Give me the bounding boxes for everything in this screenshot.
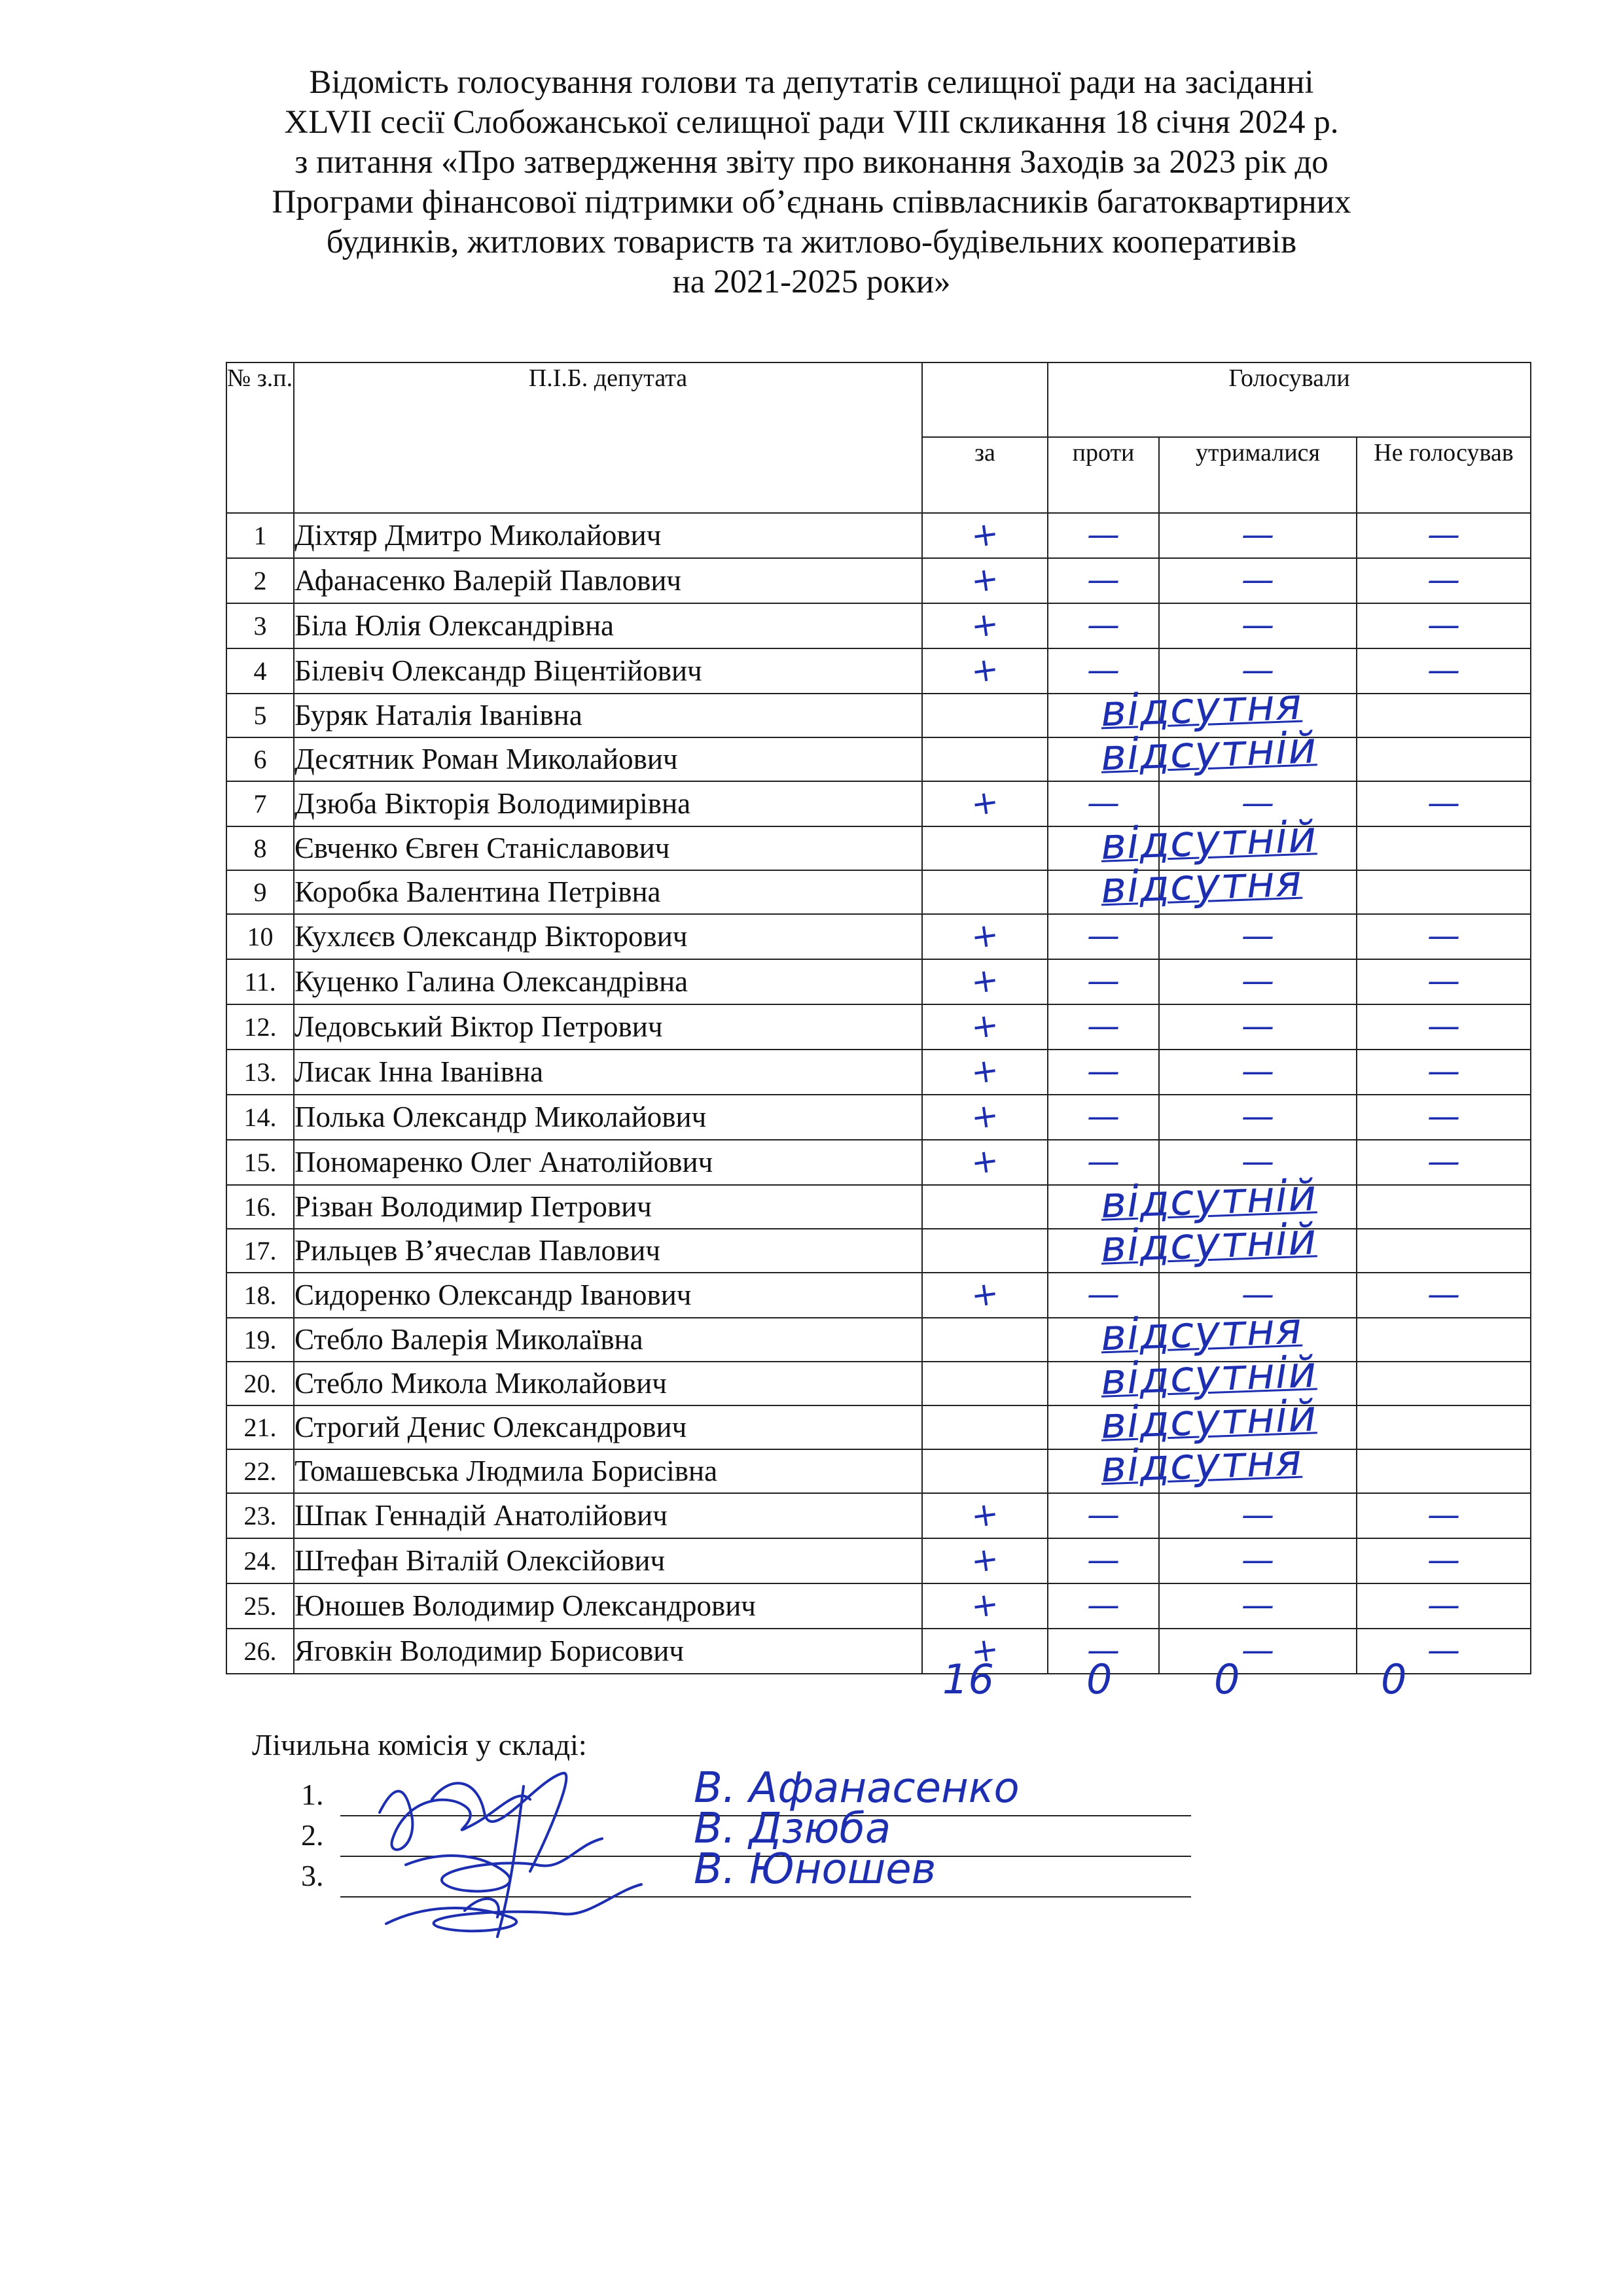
absent-note: відсутня xyxy=(1099,1303,1303,1361)
row-number: 23. xyxy=(226,1493,294,1538)
table-row xyxy=(226,513,1531,558)
plus-mark: + xyxy=(969,1539,1001,1581)
table-row xyxy=(226,1449,1531,1493)
vote-not-voted-cell xyxy=(1357,1050,1531,1095)
table-row xyxy=(226,1050,1531,1095)
row-number: 2 xyxy=(226,558,294,603)
vote-abstained-cell xyxy=(1159,870,1357,914)
row-number: 1 xyxy=(226,513,294,558)
vote-for-cell xyxy=(922,826,1048,870)
table-row xyxy=(226,914,1531,959)
vote-not-voted-cell xyxy=(1357,1229,1531,1273)
dash-mark: — xyxy=(1427,1631,1461,1669)
dash-mark: — xyxy=(1087,1541,1120,1579)
vote-for-cell xyxy=(922,737,1048,781)
vote-for-cell xyxy=(922,1318,1048,1362)
dash-mark: — xyxy=(1241,1052,1274,1090)
total-abstained: 0 xyxy=(1214,1655,1240,1703)
dash-mark: — xyxy=(1087,1496,1120,1534)
deputy-name: Рильцев В’ячеслав Павлович xyxy=(294,1229,922,1273)
table-row xyxy=(226,694,1531,737)
vote-for-cell xyxy=(922,558,1048,603)
dash-mark: — xyxy=(1241,606,1274,644)
absent-note: відсутня xyxy=(1099,855,1303,913)
table-row xyxy=(226,1140,1531,1185)
absent-note: відсутній xyxy=(1099,811,1318,870)
dash-mark: — xyxy=(1427,1541,1461,1579)
vote-against-cell xyxy=(1048,1214,1318,1273)
vote-not-voted-cell xyxy=(1357,737,1531,781)
deputy-name: Лисак Інна Іванівна xyxy=(294,1050,922,1095)
vote-for-cell xyxy=(922,1140,1048,1185)
deputy-name: Дзюба Вікторія Володимирівна xyxy=(294,781,922,826)
dash-mark: — xyxy=(1241,1007,1274,1045)
plus-mark: + xyxy=(969,1629,1001,1671)
title-line: XLVII сесії Слобожанської селищної ради VIII скликання 18 січня 2024 р. xyxy=(284,104,1339,141)
total-not-voted: 0 xyxy=(1381,1655,1407,1703)
vote-not-voted-cell xyxy=(1357,1405,1531,1449)
row-number: 20. xyxy=(226,1362,294,1405)
plus-mark: + xyxy=(969,559,1001,601)
vote-against-cell xyxy=(1048,603,1159,648)
deputy-name: Стебло Микола Миколайович xyxy=(294,1362,922,1405)
vote-for-cell xyxy=(922,1405,1048,1449)
dash-mark: — xyxy=(1241,1097,1274,1135)
vote-for-cell xyxy=(922,914,1048,959)
header-for: за xyxy=(922,437,1048,513)
dash-mark: — xyxy=(1241,1631,1274,1669)
dash-mark: — xyxy=(1087,651,1120,689)
absent-note: відсутній xyxy=(1099,1390,1318,1449)
deputy-name: Куценко Галина Олександрівна xyxy=(294,959,922,1004)
member-name: В. Афанасенко xyxy=(694,1764,1020,1812)
deputy-name: Сидоренко Олександр Іванович xyxy=(294,1273,922,1318)
title-line: на 2021-2025 роки» xyxy=(672,264,951,300)
table-row xyxy=(226,781,1531,826)
vote-abstained-cell xyxy=(1159,1050,1357,1095)
vote-not-voted-cell xyxy=(1357,558,1531,603)
vote-against-cell xyxy=(1048,1583,1159,1629)
row-number: 26. xyxy=(226,1629,294,1674)
row-number: 7 xyxy=(226,781,294,826)
vote-for-cell xyxy=(922,1004,1048,1050)
vote-abstained-cell xyxy=(1159,914,1357,959)
row-number: 18. xyxy=(226,1273,294,1318)
vote-for-cell xyxy=(922,1538,1048,1583)
table-row xyxy=(226,1405,1531,1449)
vote-abstained-cell xyxy=(1159,1493,1357,1538)
vote-against-cell xyxy=(1048,513,1159,558)
vote-against-cell xyxy=(1048,558,1159,603)
vote-for-cell xyxy=(922,1362,1048,1405)
absent-note: відсутня xyxy=(1099,679,1303,737)
vote-not-voted-cell xyxy=(1357,1273,1531,1318)
dash-mark: — xyxy=(1087,1275,1120,1313)
row-number: 19. xyxy=(226,1318,294,1362)
vote-against-cell xyxy=(1048,722,1318,781)
dash-mark: — xyxy=(1087,1097,1120,1135)
table-row xyxy=(226,826,1531,870)
dash-mark: — xyxy=(1087,516,1120,554)
vote-abstained-cell xyxy=(1159,558,1357,603)
dash-mark: — xyxy=(1427,1007,1461,1045)
dash-mark: — xyxy=(1241,516,1274,554)
document-title xyxy=(0,63,1623,302)
header-voted: Голосували xyxy=(1048,362,1531,437)
row-number: 16. xyxy=(226,1185,294,1229)
plus-mark: + xyxy=(969,1005,1001,1047)
dash-mark: — xyxy=(1087,784,1120,822)
vote-abstained-cell xyxy=(1159,737,1357,781)
dash-mark: — xyxy=(1087,917,1120,955)
table-body xyxy=(226,513,1531,1674)
row-number: 21. xyxy=(226,1405,294,1449)
vote-totals xyxy=(0,1655,1623,1708)
row-number: 5 xyxy=(226,694,294,737)
row-number: 14. xyxy=(226,1095,294,1140)
vote-against-cell xyxy=(1048,1004,1159,1050)
vote-abstained-cell xyxy=(1159,1095,1357,1140)
row-number: 12. xyxy=(226,1004,294,1050)
deputy-name: Шпак Геннадій Анатолійович xyxy=(294,1493,922,1538)
plus-mark: + xyxy=(969,915,1001,957)
vote-not-voted-cell xyxy=(1357,1318,1531,1362)
row-number: 22. xyxy=(226,1449,294,1493)
title-line: Відомість голосування голови та депутатів селищної ради на засіданні xyxy=(309,64,1314,101)
table-row xyxy=(226,1583,1531,1629)
plus-mark: + xyxy=(969,649,1001,691)
table-row xyxy=(226,1095,1531,1140)
header-deputy-name: П.І.Б. депутата xyxy=(294,362,922,513)
vote-against-cell xyxy=(1048,1493,1159,1538)
deputy-name: Строгий Денис Олександрович xyxy=(294,1405,922,1449)
table-row xyxy=(226,959,1531,1004)
dash-mark: — xyxy=(1087,962,1120,1000)
vote-for-cell xyxy=(922,603,1048,648)
title-line: Програми фінансової підтримки об’єднань співвласників багатоквартирних xyxy=(272,184,1351,221)
deputy-name: Юношев Володимир Олександрович xyxy=(294,1583,922,1629)
deputy-name: Діхтяр Дмитро Миколайович xyxy=(294,513,922,558)
dash-mark: — xyxy=(1427,1275,1461,1313)
row-number: 24. xyxy=(226,1538,294,1583)
total-against: 0 xyxy=(1086,1655,1113,1703)
vote-for-cell xyxy=(922,870,1048,914)
deputy-name: Коробка Валентина Петрівна xyxy=(294,870,922,914)
deputy-name: Штефан Віталій Олексійович xyxy=(294,1538,922,1583)
vote-for-cell xyxy=(922,694,1048,737)
plus-mark: + xyxy=(969,1095,1001,1137)
plus-mark: + xyxy=(969,604,1001,646)
row-number: 13. xyxy=(226,1050,294,1095)
vote-for-cell xyxy=(922,513,1048,558)
vote-for-cell xyxy=(922,1229,1048,1273)
vote-not-voted-cell xyxy=(1357,648,1531,694)
dash-mark: — xyxy=(1241,1142,1274,1180)
deputy-name: Різван Володимир Петрович xyxy=(294,1185,922,1229)
vote-not-voted-cell xyxy=(1357,1583,1531,1629)
vote-not-voted-cell xyxy=(1357,1095,1531,1140)
vote-not-voted-cell xyxy=(1357,826,1531,870)
dash-mark: — xyxy=(1241,1496,1274,1534)
vote-against-cell xyxy=(1048,1538,1159,1583)
header-blank xyxy=(922,362,1048,437)
vote-for-cell xyxy=(922,1493,1048,1538)
handwritten-signatures xyxy=(366,1760,733,1956)
member-name: В. Дзюба xyxy=(694,1805,891,1853)
row-number: 10 xyxy=(226,914,294,959)
vote-against-cell xyxy=(1048,1050,1159,1095)
vote-not-voted-cell xyxy=(1357,1362,1531,1405)
member-number: 3. xyxy=(301,1859,324,1892)
dash-mark: — xyxy=(1427,1052,1461,1090)
dash-mark: — xyxy=(1427,561,1461,599)
absent-note: відсутній xyxy=(1099,1170,1318,1228)
dash-mark: — xyxy=(1427,917,1461,955)
header-against: проти xyxy=(1048,437,1159,513)
table-row xyxy=(226,1185,1531,1229)
vote-abstained-cell xyxy=(1159,1449,1357,1493)
table-row xyxy=(226,1318,1531,1362)
plus-mark: + xyxy=(969,782,1001,824)
table-row xyxy=(226,558,1531,603)
vote-abstained-cell xyxy=(1159,1538,1357,1583)
vote-for-cell xyxy=(922,1185,1048,1229)
voting-table xyxy=(226,362,1531,1674)
member-name: В. Юношев xyxy=(694,1845,936,1894)
dash-mark: — xyxy=(1427,516,1461,554)
vote-not-voted-cell xyxy=(1357,694,1531,737)
row-number: 15. xyxy=(226,1140,294,1185)
dash-mark: — xyxy=(1427,1496,1461,1534)
table-row xyxy=(226,1362,1531,1405)
row-number: 17. xyxy=(226,1229,294,1273)
vote-not-voted-cell xyxy=(1357,1140,1531,1185)
dash-mark: — xyxy=(1427,1142,1461,1180)
deputy-name: Десятник Роман Миколайович xyxy=(294,737,922,781)
vote-not-voted-cell xyxy=(1357,914,1531,959)
plus-mark: + xyxy=(969,1140,1001,1182)
header-not-voted: Не голосував xyxy=(1357,437,1531,513)
deputy-name: Стебло Валерія Миколаївна xyxy=(294,1318,922,1362)
commission-label: Лічильна комісія у складі: xyxy=(252,1728,587,1761)
dash-mark: — xyxy=(1241,561,1274,599)
absent-note: відсутній xyxy=(1099,1347,1318,1405)
dash-mark: — xyxy=(1427,784,1461,822)
vote-against-cell xyxy=(1048,1095,1159,1140)
dash-mark: — xyxy=(1427,651,1461,689)
deputy-name: Кухлєєв Олександр Вікторович xyxy=(294,914,922,959)
vote-abstained-cell xyxy=(1159,1229,1357,1273)
vote-for-cell xyxy=(922,1273,1048,1318)
vote-against-cell xyxy=(1048,959,1159,1004)
deputy-name: Яговкін Володимир Борисович xyxy=(294,1629,922,1674)
vote-abstained-cell xyxy=(1159,513,1357,558)
dash-mark: — xyxy=(1427,1586,1461,1624)
deputy-name: Ледовський Віктор Петрович xyxy=(294,1004,922,1050)
vote-not-voted-cell xyxy=(1357,1538,1531,1583)
row-number: 11. xyxy=(226,959,294,1004)
plus-mark: + xyxy=(969,1273,1001,1315)
vote-not-voted-cell xyxy=(1357,959,1531,1004)
deputy-name: Євченко Євген Станіславович xyxy=(294,826,922,870)
dash-mark: — xyxy=(1087,606,1120,644)
dash-mark: — xyxy=(1087,561,1120,599)
member-number: 2. xyxy=(301,1818,324,1852)
dash-mark: — xyxy=(1427,606,1461,644)
dash-mark: — xyxy=(1241,651,1274,689)
table-row xyxy=(226,1273,1531,1318)
plus-mark: + xyxy=(969,1584,1001,1626)
table-row xyxy=(226,1538,1531,1583)
dash-mark: — xyxy=(1427,1097,1461,1135)
dash-mark: — xyxy=(1427,962,1461,1000)
deputy-name: Афанасенко Валерій Павлович xyxy=(294,558,922,603)
row-number: 6 xyxy=(226,737,294,781)
deputy-name: Біла Юлія Олександрівна xyxy=(294,603,922,648)
dash-mark: — xyxy=(1241,1586,1274,1624)
deputy-name: Буряк Наталія Іванівна xyxy=(294,694,922,737)
vote-against-cell xyxy=(1048,914,1159,959)
row-number: 8 xyxy=(226,826,294,870)
member-number: 1. xyxy=(301,1778,324,1811)
dash-mark: — xyxy=(1241,917,1274,955)
vote-not-voted-cell xyxy=(1357,1493,1531,1538)
vote-not-voted-cell xyxy=(1357,1185,1531,1229)
header-number: № з.п. xyxy=(226,362,294,513)
vote-not-voted-cell xyxy=(1357,513,1531,558)
plus-mark: + xyxy=(969,1050,1001,1092)
dash-mark: — xyxy=(1241,784,1274,822)
header-abstained: утрималися xyxy=(1159,437,1357,513)
vote-abstained-cell xyxy=(1159,1583,1357,1629)
vote-abstained-cell xyxy=(1159,603,1357,648)
deputy-name: Томашевська Людмила Борисівна xyxy=(294,1449,922,1493)
vote-not-voted-cell xyxy=(1357,870,1531,914)
table-row xyxy=(226,870,1531,914)
table-row xyxy=(226,1004,1531,1050)
vote-for-cell xyxy=(922,1449,1048,1493)
vote-abstained-cell xyxy=(1159,1004,1357,1050)
dash-mark: — xyxy=(1087,1631,1120,1669)
vote-for-cell xyxy=(922,781,1048,826)
dash-mark: — xyxy=(1241,1541,1274,1579)
vote-not-voted-cell xyxy=(1357,781,1531,826)
total-for: 16 xyxy=(942,1655,994,1703)
vote-not-voted-cell xyxy=(1357,1004,1531,1050)
row-number: 3 xyxy=(226,603,294,648)
table-row xyxy=(226,603,1531,648)
vote-for-cell xyxy=(922,1583,1048,1629)
title-line: будинків, житлових товариств та житлово-будівельних кооперативів xyxy=(326,224,1297,260)
table-row xyxy=(226,1229,1531,1273)
vote-for-cell xyxy=(922,648,1048,694)
absent-note: відсутній xyxy=(1099,722,1318,781)
deputy-name: Полька Олександр Миколайович xyxy=(294,1095,922,1140)
vote-against-cell xyxy=(1048,1434,1303,1493)
vote-for-cell xyxy=(922,959,1048,1004)
plus-mark: + xyxy=(969,960,1001,1002)
vote-not-voted-cell xyxy=(1357,1449,1531,1493)
dash-mark: — xyxy=(1087,1052,1120,1090)
plus-mark: + xyxy=(969,514,1001,556)
row-number: 9 xyxy=(226,870,294,914)
deputy-name: Пономаренко Олег Анатолійович xyxy=(294,1140,922,1185)
plus-mark: + xyxy=(969,1494,1001,1536)
dash-mark: — xyxy=(1241,962,1274,1000)
vote-abstained-cell xyxy=(1159,959,1357,1004)
vote-for-cell xyxy=(922,1095,1048,1140)
dash-mark: — xyxy=(1087,1586,1120,1624)
table-row xyxy=(226,648,1531,694)
dash-mark: — xyxy=(1087,1007,1120,1045)
dash-mark: — xyxy=(1241,1275,1274,1313)
absent-note: відсутній xyxy=(1099,1214,1318,1272)
deputy-name: Білевіч Олександр Віцентійович xyxy=(294,648,922,694)
row-number: 25. xyxy=(226,1583,294,1629)
vote-against-cell xyxy=(1048,855,1303,914)
vote-not-voted-cell xyxy=(1357,603,1531,648)
table-row xyxy=(226,1493,1531,1538)
dash-mark: — xyxy=(1087,1142,1120,1180)
title-line: з питання «Про затвердження звіту про виконання Заходів за 2023 рік до xyxy=(294,144,1329,181)
row-number: 4 xyxy=(226,648,294,694)
table-row xyxy=(226,737,1531,781)
vote-for-cell xyxy=(922,1050,1048,1095)
absent-note: відсутня xyxy=(1099,1434,1303,1492)
